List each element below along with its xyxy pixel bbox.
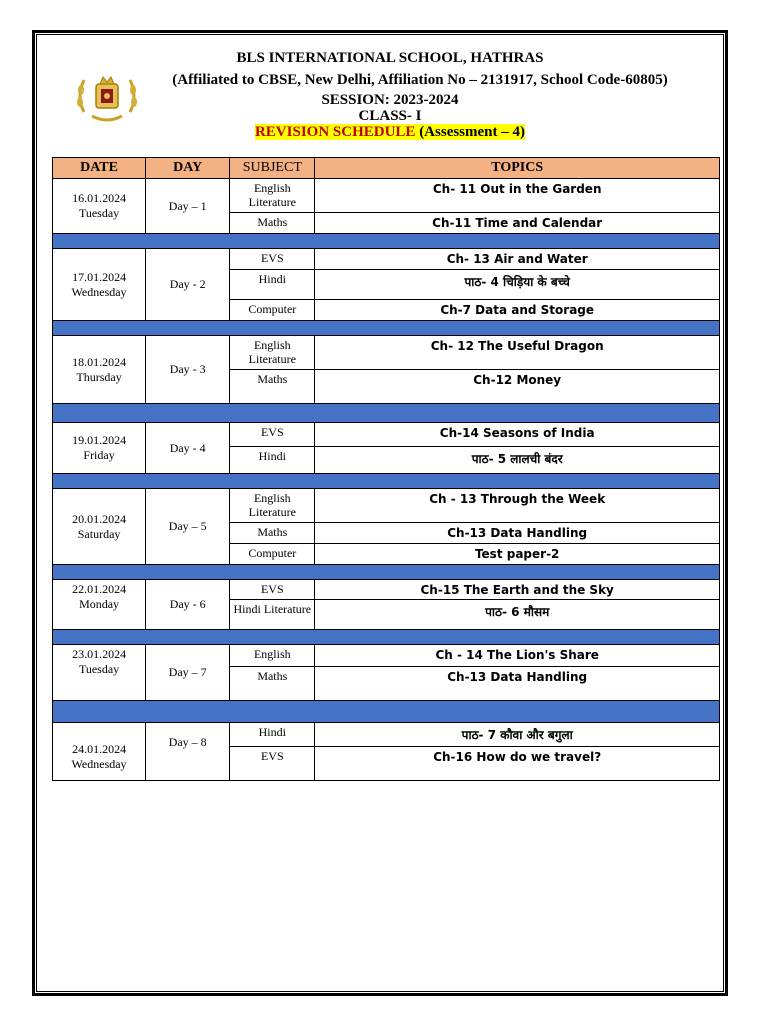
subject-cell: English — [230, 645, 315, 667]
topic-cell: Ch-13 Data Handling — [315, 523, 720, 544]
session-line: SESSION: 2023-2024 — [321, 92, 459, 108]
date-value: 24.01.2024 — [72, 742, 127, 756]
date-value: 16.01.2024 — [72, 191, 127, 205]
weekday-value: Tuesday — [78, 206, 120, 220]
date-cell — [53, 580, 146, 630]
subject-cell: Hindi — [230, 723, 315, 747]
affiliation-line: (Affiliated to CBSE, New Delhi, Affiliation No – 2131917, School Code-60805) — [172, 72, 668, 88]
subject-cell: Maths — [230, 370, 315, 404]
topic-cell: Ch- 11 Out in the Garden — [315, 179, 720, 213]
day-cell: Day - 2 — [146, 249, 230, 321]
header-date: DATE — [53, 158, 146, 179]
date-cell — [53, 179, 146, 234]
school-name: BLS INTERNATIONAL SCHOOL, HATHRAS — [236, 50, 544, 66]
date-cell — [53, 723, 146, 781]
topic-cell: पाठ- 6 मौसम — [315, 600, 720, 630]
schedule-title — [40, 124, 740, 141]
subject-cell: EVS — [230, 423, 315, 447]
revision-schedule-table — [52, 157, 720, 781]
weekday-value: Monday — [79, 597, 120, 611]
header-subject: SUBJECT — [230, 158, 315, 179]
class-line: CLASS- I — [358, 108, 422, 124]
day-cell: Day – 1 — [146, 179, 230, 234]
schedule-title-sub: (Assessment – 4) — [419, 124, 526, 140]
topic-cell: Ch-11 Time and Calendar — [315, 213, 720, 234]
topic-cell: Ch - 14 The Lion's Share — [315, 645, 720, 667]
header-day: DAY — [146, 158, 230, 179]
date-value: 20.01.2024 — [72, 511, 127, 526]
subject-cell: English Literature — [230, 336, 315, 370]
separator-row — [53, 701, 720, 723]
topic-cell: Ch-12 Money — [315, 370, 720, 404]
topic-cell: Test paper-2 — [315, 544, 720, 565]
subject-cell: EVS — [230, 747, 315, 781]
topic-cell: Ch-16 How do we travel? — [315, 747, 720, 781]
table-row — [53, 580, 720, 600]
date-cell — [53, 489, 146, 565]
day-cell: Day – 8 — [146, 723, 230, 781]
topic-cell: Ch - 13 Through the Week — [315, 489, 720, 523]
subject-cell: Maths — [230, 213, 315, 234]
topic-cell: Ch- 12 The Useful Dragon — [315, 336, 720, 370]
separator-row — [53, 565, 720, 580]
table-row — [53, 249, 720, 270]
day-cell: Day - 3 — [146, 336, 230, 404]
day-cell: Day – 7 — [146, 645, 230, 701]
date-value: 23.01.2024 — [72, 647, 127, 661]
table-header-row — [53, 158, 720, 179]
subject-cell: Hindi — [230, 447, 315, 474]
topic-cell: Ch-7 Data and Storage — [315, 300, 720, 321]
date-cell — [53, 423, 146, 474]
subject-cell: EVS — [230, 580, 315, 600]
topic-cell: Ch-15 The Earth and the Sky — [315, 580, 720, 600]
separator-row — [53, 234, 720, 249]
date-cell — [53, 249, 146, 321]
table-row — [53, 645, 720, 667]
table-row — [53, 723, 720, 747]
schedule-title-main: REVISION SCHEDULE — [254, 124, 420, 140]
subject-cell: English Literature — [230, 179, 315, 213]
topic-cell: Ch- 13 Air and Water — [315, 249, 720, 270]
subject-cell: Hindi — [230, 270, 315, 300]
topic-cell: पाठ- 7 कौवा और बगुला — [315, 723, 720, 747]
topic-cell: पाठ- 5 लालची बंदर — [315, 447, 720, 474]
weekday-value: Tuesday — [78, 662, 120, 676]
separator-row — [53, 404, 720, 423]
subject-cell: EVS — [230, 249, 315, 270]
topic-cell: Ch-13 Data Handling — [315, 667, 720, 701]
weekday-value: Thursday — [76, 369, 122, 384]
day-cell: Day - 6 — [146, 580, 230, 630]
topic-cell: पाठ- 4 चिड़िया के बच्चे — [315, 270, 720, 300]
subject-cell: Maths — [230, 523, 315, 544]
day-cell: Day – 5 — [146, 489, 230, 565]
table-row — [53, 489, 720, 523]
subject-cell: Maths — [230, 667, 315, 701]
table-row — [53, 423, 720, 447]
topic-cell: Ch-14 Seasons of India — [315, 423, 720, 447]
separator-row — [53, 630, 720, 645]
table-row — [53, 179, 720, 213]
weekday-value: Wednesday — [71, 284, 127, 299]
header-topics: TOPICS — [315, 158, 720, 179]
date-cell — [53, 645, 146, 701]
date-value: 18.01.2024 — [72, 354, 127, 369]
subject-cell: Computer — [230, 544, 315, 565]
day-cell: Day - 4 — [146, 423, 230, 474]
date-value: 19.01.2024 — [72, 433, 127, 447]
subject-cell: Hindi Literature — [230, 600, 315, 630]
date-cell — [53, 336, 146, 404]
separator-row — [53, 474, 720, 489]
date-value: 17.01.2024 — [72, 269, 127, 284]
date-value: 22.01.2024 — [72, 582, 127, 596]
subject-cell: English Literature — [230, 489, 315, 523]
separator-row — [53, 321, 720, 336]
weekday-value: Friday — [83, 448, 115, 462]
subject-cell: Computer — [230, 300, 315, 321]
weekday-value: Saturday — [77, 526, 121, 541]
table-row — [53, 336, 720, 370]
weekday-value: Wednesday — [71, 757, 127, 771]
